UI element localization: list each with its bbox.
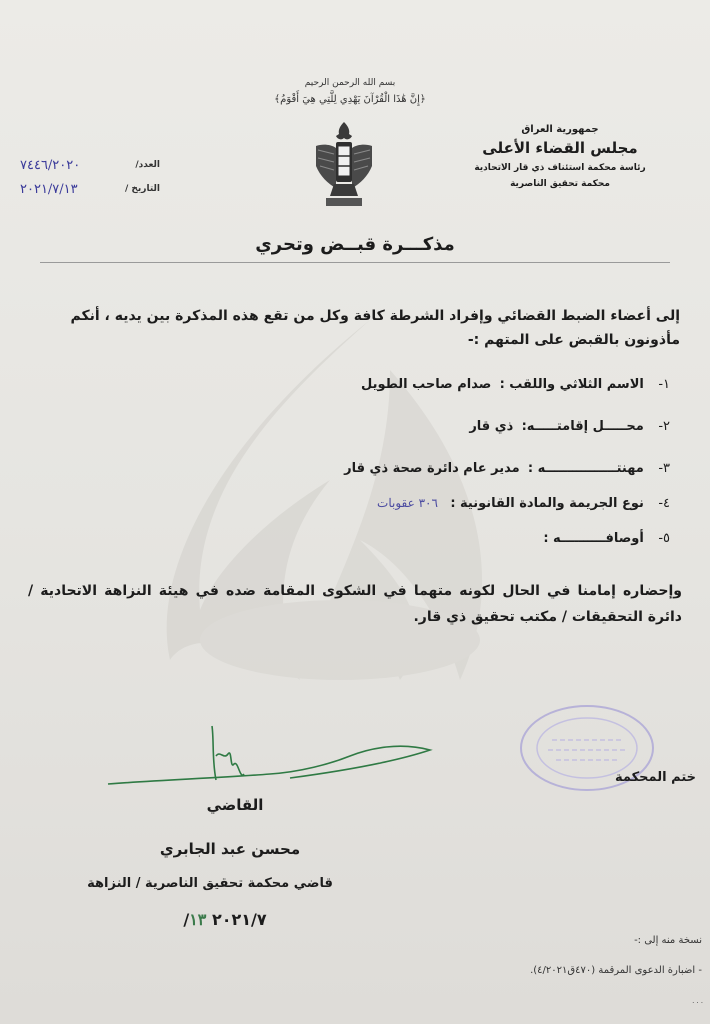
item-full-name xyxy=(361,376,670,394)
item-label: محـــــل إقامتـــــه: xyxy=(521,419,644,434)
item-number: ٢- xyxy=(658,419,670,434)
signature-date-printed: /٢٠٢١/٧ xyxy=(183,910,267,929)
copy-to-item: - اضبارة الدعوى المرقمة (٤٧٠ق٤/٢٠٢١). xyxy=(530,965,702,976)
item-value: ذي قار xyxy=(469,419,514,434)
issuer-header xyxy=(450,124,670,189)
signature-date-handwritten: ١٣ xyxy=(189,910,207,929)
court-label: محكمة تحقيق الناصرية xyxy=(510,179,610,189)
item-value: مدير عام دائرة صحة ذي قار xyxy=(344,461,520,476)
date-label: التاريخ / xyxy=(125,184,160,194)
judge-role: قاضي محكمة تحقيق الناصرية / النزاهة xyxy=(87,876,333,891)
item-label: أوصافــــــــــه : xyxy=(543,531,644,546)
item-residence xyxy=(469,418,670,436)
title-divider xyxy=(40,262,670,263)
republic-label: جمهورية العراق xyxy=(521,124,599,135)
item-number: ٤- xyxy=(658,496,670,511)
intro-paragraph: إلى أعضاء الضبط القضائي وإفراد الشرطة كافة وكل من تقع هذه المذكرة بين يديه ، أنكم مأذونون بالقبض على المتهم :- xyxy=(70,308,680,348)
item-label: مهنتــــــــــــــــه : xyxy=(527,461,644,476)
document-title: مذكـــرة قبــض وتحري xyxy=(255,234,455,255)
number-label: العدد/ xyxy=(135,160,160,170)
signature-date xyxy=(150,910,300,929)
item-value: صدام صاحب الطويل xyxy=(360,377,492,392)
date-value: ٢٠٢١/٧/١٣ xyxy=(20,182,78,197)
item-value: ٣٠٦ عقوبات xyxy=(377,496,438,510)
eagle-emblem-icon xyxy=(312,118,376,210)
presidency-label: رئاسة محكمة استئناف ذي قار الاتحادية xyxy=(474,163,646,173)
date-row xyxy=(20,184,160,204)
footer-mark: ٠٠٠ xyxy=(691,998,704,1007)
item-number: ٥- xyxy=(658,531,670,546)
number-value: ٧٤٤٦/٢٠٢٠ xyxy=(20,158,81,173)
item-label: الاسم الثلاثي واللقب : xyxy=(499,377,644,392)
copy-to-label: نسخة منه إلى :- xyxy=(634,935,702,946)
judge-name: محسن عبد الجابري xyxy=(159,840,301,858)
judge-title: القاضي xyxy=(206,796,264,814)
item-crime-type xyxy=(377,494,670,513)
bismillah: بسم الله الرحمن الرحيم xyxy=(304,78,396,88)
reference-number-row xyxy=(20,160,160,180)
court-stamp-label: ختم المحكمة xyxy=(615,770,696,785)
quran-verse: ﴿إِنَّ هَٰذَا الْقُرْآنَ يَهْدِي لِلَّتِي هِيَ أَقْوَمُ﴾ xyxy=(274,94,426,105)
item-label: نوع الجريمة والمادة القانونية : xyxy=(450,496,644,511)
item-number: ١- xyxy=(658,377,670,392)
council-label: مجلس القضاء الأعلى xyxy=(482,139,638,157)
item-description xyxy=(543,530,670,548)
body-paragraph: وإحضاره إمامنا في الحال لكونه متهما في الشكوى المقامة ضده في هيئة النزاهة الاتحادية / دائرة التحقيقات / مكتب تحقيق ذي قار. xyxy=(28,583,682,625)
item-number: ٣- xyxy=(658,461,670,476)
item-profession xyxy=(344,460,670,478)
